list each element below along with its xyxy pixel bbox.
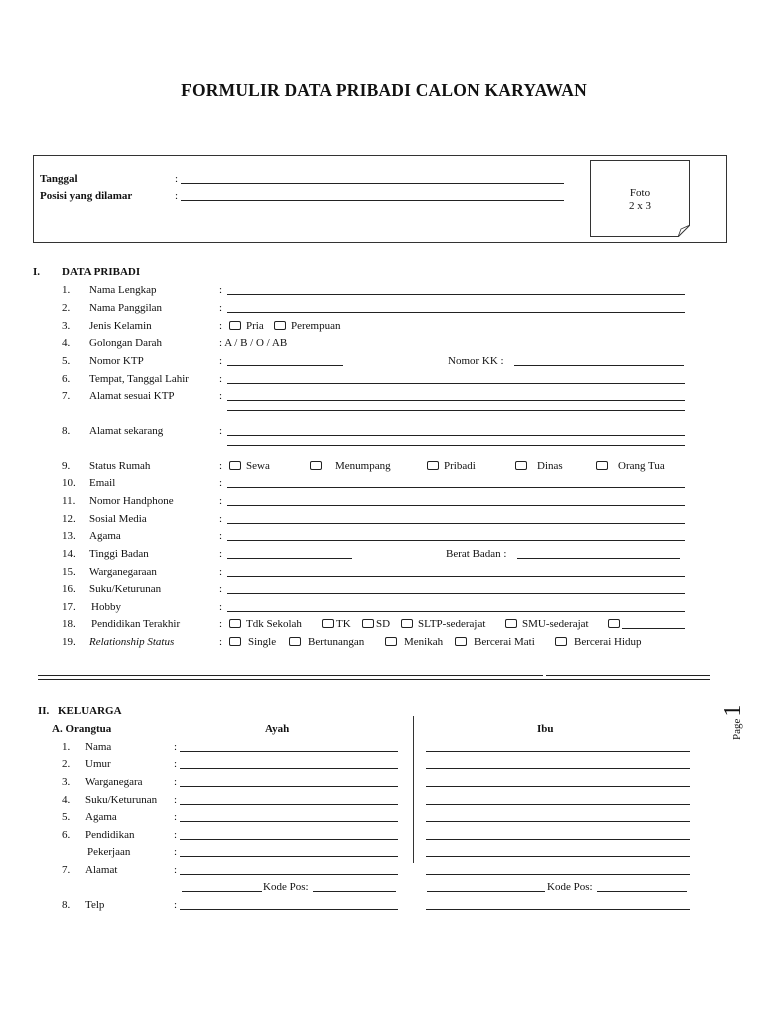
ayah-address-field[interactable] xyxy=(182,891,262,892)
row-colon: : xyxy=(219,636,223,648)
berat-badan-field[interactable] xyxy=(517,558,680,559)
page-number-digit: 1 xyxy=(720,704,746,717)
ibu-field[interactable] xyxy=(426,804,690,805)
photo-label: Foto xyxy=(629,187,651,199)
status-rumah-option[interactable] xyxy=(515,460,563,472)
checkbox-icon[interactable] xyxy=(229,461,241,470)
gender-option-pria[interactable] xyxy=(229,320,264,332)
checkbox-icon[interactable] xyxy=(322,619,334,628)
row-number: 14. xyxy=(62,548,76,560)
relationship-option[interactable] xyxy=(229,636,276,648)
checkbox-icon[interactable] xyxy=(229,321,241,330)
form-title: FORMULIR DATA PRIBADI CALON KARYAWAN xyxy=(181,80,587,100)
pendidikan-option[interactable] xyxy=(401,618,485,630)
row-number: 4. xyxy=(62,337,71,349)
row-colon: : xyxy=(219,355,223,367)
row-label: Agama xyxy=(89,530,121,542)
ayah-field[interactable] xyxy=(180,804,398,805)
photo-size: 2 x 3 xyxy=(629,200,651,212)
row-colon: : xyxy=(219,566,223,578)
posisi-field[interactable] xyxy=(181,200,564,201)
checkbox-icon[interactable] xyxy=(608,619,620,628)
ayah-field[interactable] xyxy=(180,839,398,840)
family-row-label: Pendidikan xyxy=(85,829,135,841)
separator-line xyxy=(546,675,710,676)
family-row-number: 4. xyxy=(62,794,71,806)
relationship-option-label: Bertunangan xyxy=(308,636,365,648)
relationship-option[interactable] xyxy=(385,636,443,648)
row-label: Pendidikan Terakhir xyxy=(91,618,181,630)
posisi-colon: : xyxy=(175,190,179,202)
row-colon: : xyxy=(219,583,223,595)
separator-line xyxy=(38,675,543,676)
text-field[interactable] xyxy=(227,400,685,401)
text-field[interactable] xyxy=(227,312,685,313)
checkbox-icon[interactable] xyxy=(362,619,374,628)
pendidikan-option-label: TK xyxy=(336,618,351,630)
row-label: Nomor Handphone xyxy=(89,495,174,507)
row-colon: : xyxy=(219,373,223,385)
row-colon: : xyxy=(219,548,223,560)
checkbox-icon[interactable] xyxy=(310,461,322,470)
family-row-colon: : xyxy=(174,899,178,911)
kk-field[interactable] xyxy=(514,365,684,366)
family-row-number: 3. xyxy=(62,776,71,788)
relationship-option[interactable] xyxy=(555,636,642,648)
text-field[interactable] xyxy=(227,523,685,524)
section1-roman: I. xyxy=(33,266,41,278)
text-field[interactable] xyxy=(227,593,685,594)
checkbox-icon[interactable] xyxy=(401,619,413,628)
family-row-colon: : xyxy=(174,846,178,858)
ibu-field[interactable] xyxy=(426,856,690,857)
family-row-colon: : xyxy=(174,758,178,770)
row-colon: : xyxy=(219,390,223,402)
ibu-field[interactable] xyxy=(426,821,690,822)
row-colon: : xyxy=(219,618,223,630)
row-label: Tinggi Badan xyxy=(89,548,149,560)
tinggi-badan-field[interactable] xyxy=(227,558,352,559)
ibu-kode-pos-label: Kode Pos: xyxy=(547,881,593,893)
row-label: Nama Panggilan xyxy=(89,302,163,314)
row-colon: : xyxy=(219,460,223,472)
family-row-colon: : xyxy=(174,776,178,788)
family-row-colon: : xyxy=(174,811,178,823)
checkbox-icon[interactable] xyxy=(555,637,567,646)
photo-box[interactable] xyxy=(590,160,690,237)
row-number: 8. xyxy=(62,425,71,437)
family-row-label: Telp xyxy=(85,899,105,911)
checkbox-icon[interactable] xyxy=(596,461,608,470)
relationship-option-label: Single xyxy=(248,636,277,648)
family-row-number: 6. xyxy=(62,829,71,841)
ayah-kode-pos-label: Kode Pos: xyxy=(263,881,309,893)
family-row-colon: : xyxy=(174,829,178,841)
ayah-field[interactable] xyxy=(180,874,398,875)
row-number: 11. xyxy=(62,495,76,507)
text-field[interactable] xyxy=(227,435,685,436)
text-field[interactable] xyxy=(227,611,685,612)
relationship-option[interactable] xyxy=(289,636,364,648)
row-number: 6. xyxy=(62,373,71,385)
nomor-kk-label: Nomor KK : xyxy=(448,355,504,367)
checkbox-icon[interactable] xyxy=(385,637,397,646)
family-row-label: Nama xyxy=(85,741,112,753)
ayah-field[interactable] xyxy=(180,751,398,752)
row-number: 15. xyxy=(62,566,76,578)
gender-option-perempuan-label: Perempuan xyxy=(291,320,341,332)
row-number: 5. xyxy=(62,355,71,367)
row-label: Email xyxy=(89,477,116,489)
ayah-field[interactable] xyxy=(180,786,398,787)
gender-option-pria-label: Pria xyxy=(246,320,264,332)
status-rumah-option[interactable] xyxy=(596,460,665,472)
ibu-field[interactable] xyxy=(426,909,690,910)
column-ayah: Ayah xyxy=(265,723,290,735)
family-row-colon: : xyxy=(174,741,178,753)
row-label: Relationship Status xyxy=(89,636,175,648)
row-number: 3. xyxy=(62,320,71,332)
checkbox-icon[interactable] xyxy=(515,461,527,470)
tanggal-colon: : xyxy=(175,173,179,185)
family-row-number: 7. xyxy=(62,864,71,876)
family-row-number: 2. xyxy=(62,758,71,770)
row-colon: : xyxy=(219,425,223,437)
row-label: Alamat sekarang xyxy=(89,425,164,437)
text-field[interactable] xyxy=(227,445,685,446)
row-label: Hobby xyxy=(91,601,121,613)
row-label: Status Rumah xyxy=(89,460,151,472)
checkbox-icon[interactable] xyxy=(505,619,517,628)
text-field[interactable] xyxy=(227,410,685,411)
pendidikan-option[interactable] xyxy=(505,618,589,630)
row-label: Suku/Keturunan xyxy=(89,583,162,595)
ayah-field[interactable] xyxy=(180,821,398,822)
pendidikan-option-label: Tdk Sekolah xyxy=(246,618,302,630)
status-rumah-option-label: Pribadi xyxy=(444,460,476,472)
family-row-colon: : xyxy=(174,794,178,806)
pendidikan-option-label: SD xyxy=(376,618,391,630)
gender-option-perempuan[interactable] xyxy=(274,320,340,332)
ibu-field[interactable] xyxy=(426,786,690,787)
row-number: 18. xyxy=(62,618,76,630)
page-number xyxy=(720,705,747,740)
ayah-field[interactable] xyxy=(180,768,398,769)
pendidikan-option[interactable] xyxy=(362,618,390,630)
column-divider xyxy=(413,716,414,863)
tanggal-field[interactable] xyxy=(181,183,564,184)
row-number: 10. xyxy=(62,477,76,489)
family-row-label: Agama xyxy=(85,811,117,823)
tanggal-label: Tanggal xyxy=(40,173,78,185)
row-label: Warganegaraan xyxy=(89,566,157,578)
relationship-option-label: Menikah xyxy=(404,636,444,648)
status-rumah-option[interactable] xyxy=(229,460,270,472)
status-rumah-option[interactable] xyxy=(310,460,391,472)
section2-title: KELUARGA xyxy=(58,705,122,717)
row-number: 17. xyxy=(62,601,76,613)
row-label: Tempat, Tanggal Lahir xyxy=(89,373,189,385)
checkbox-icon[interactable] xyxy=(274,321,286,330)
family-row-number: 1. xyxy=(62,741,71,753)
ibu-address-field[interactable] xyxy=(427,891,545,892)
row-number: 16. xyxy=(62,583,76,595)
row-colon: : xyxy=(219,320,223,332)
separator-line xyxy=(38,679,710,680)
family-row-label: Umur xyxy=(85,758,111,770)
text-field[interactable] xyxy=(227,576,685,577)
section2-subtitle: A. Orangtua xyxy=(52,723,112,735)
row-number: 7. xyxy=(62,390,71,402)
row-number: 13. xyxy=(62,530,76,542)
ktp-field[interactable] xyxy=(227,365,343,366)
section2-roman: II. xyxy=(38,705,50,717)
berat-badan-label: Berat Badan : xyxy=(446,548,507,560)
page-fold-icon xyxy=(678,225,690,237)
checkbox-icon[interactable] xyxy=(229,637,241,646)
status-rumah-option-label: Orang Tua xyxy=(618,460,665,472)
column-ibu: Ibu xyxy=(537,723,554,735)
row-label: Jenis Kelamin xyxy=(89,320,152,332)
family-row-label: Alamat xyxy=(85,864,118,876)
family-row-colon: : xyxy=(174,864,178,876)
row-number: 19. xyxy=(62,636,76,648)
row-label: Nama Lengkap xyxy=(89,284,157,296)
checkbox-icon[interactable] xyxy=(229,619,241,628)
pendidikan-option[interactable] xyxy=(229,618,302,630)
ibu-field[interactable] xyxy=(426,751,690,752)
row-colon: : xyxy=(219,477,223,489)
checkbox-icon[interactable] xyxy=(427,461,439,470)
relationship-option[interactable] xyxy=(455,636,535,648)
checkbox-icon[interactable] xyxy=(455,637,467,646)
pendidikan-other-field[interactable] xyxy=(622,628,685,629)
pendidikan-option-label: SLTP-sederajat xyxy=(418,618,486,630)
ibu-field[interactable] xyxy=(426,768,690,769)
row-label: Nomor KTP xyxy=(89,355,144,367)
status-rumah-option[interactable] xyxy=(427,460,476,472)
ibu-kode-pos-field[interactable] xyxy=(597,891,687,892)
family-row-label: Suku/Keturunan xyxy=(85,794,158,806)
section1-title: DATA PRIBADI xyxy=(62,266,141,278)
row-number: 2. xyxy=(62,302,71,314)
status-rumah-option-label: Dinas xyxy=(537,460,563,472)
page-label: Page xyxy=(731,718,743,740)
text-field[interactable] xyxy=(227,505,685,506)
relationship-option-label: Bercerai Hidup xyxy=(574,636,642,648)
relationship-option-label: Bercerai Mati xyxy=(474,636,535,648)
ayah-field[interactable] xyxy=(180,909,398,910)
row-colon: : xyxy=(219,530,223,542)
ibu-field[interactable] xyxy=(426,839,690,840)
row-colon: : xyxy=(219,302,223,314)
status-rumah-option-label: Sewa xyxy=(246,460,270,472)
status-rumah-option-label: Menumpang xyxy=(335,460,391,472)
text-field[interactable] xyxy=(227,540,685,541)
family-row-label: Warganegara xyxy=(85,776,143,788)
pendidikan-option[interactable] xyxy=(322,618,351,630)
row-colon: : xyxy=(219,601,223,613)
row-label: Alamat sesuai KTP xyxy=(89,390,175,402)
blood-type-options: : A / B / O / AB xyxy=(219,337,288,349)
row-colon: : xyxy=(219,513,223,525)
row-label: Golongan Darah xyxy=(89,337,163,349)
checkbox-icon[interactable] xyxy=(289,637,301,646)
row-number: 1. xyxy=(62,284,71,296)
posisi-label: Posisi yang dilamar xyxy=(40,190,133,202)
row-colon: : xyxy=(219,495,223,507)
family-row-number: 5. xyxy=(62,811,71,823)
pendidikan-option-label: SMU-sederajat xyxy=(522,618,589,630)
family-row-number: 8. xyxy=(62,899,71,911)
text-field[interactable] xyxy=(227,487,685,488)
row-number: 9. xyxy=(62,460,71,472)
row-number: 12. xyxy=(62,513,76,525)
family-row-label: Pekerjaan xyxy=(87,846,131,858)
row-colon: : xyxy=(219,284,223,296)
ibu-field[interactable] xyxy=(426,874,690,875)
ayah-field[interactable] xyxy=(180,856,398,857)
row-label: Sosial Media xyxy=(89,513,147,525)
text-field[interactable] xyxy=(227,383,685,384)
text-field[interactable] xyxy=(227,294,685,295)
ayah-kode-pos-field[interactable] xyxy=(313,891,396,892)
